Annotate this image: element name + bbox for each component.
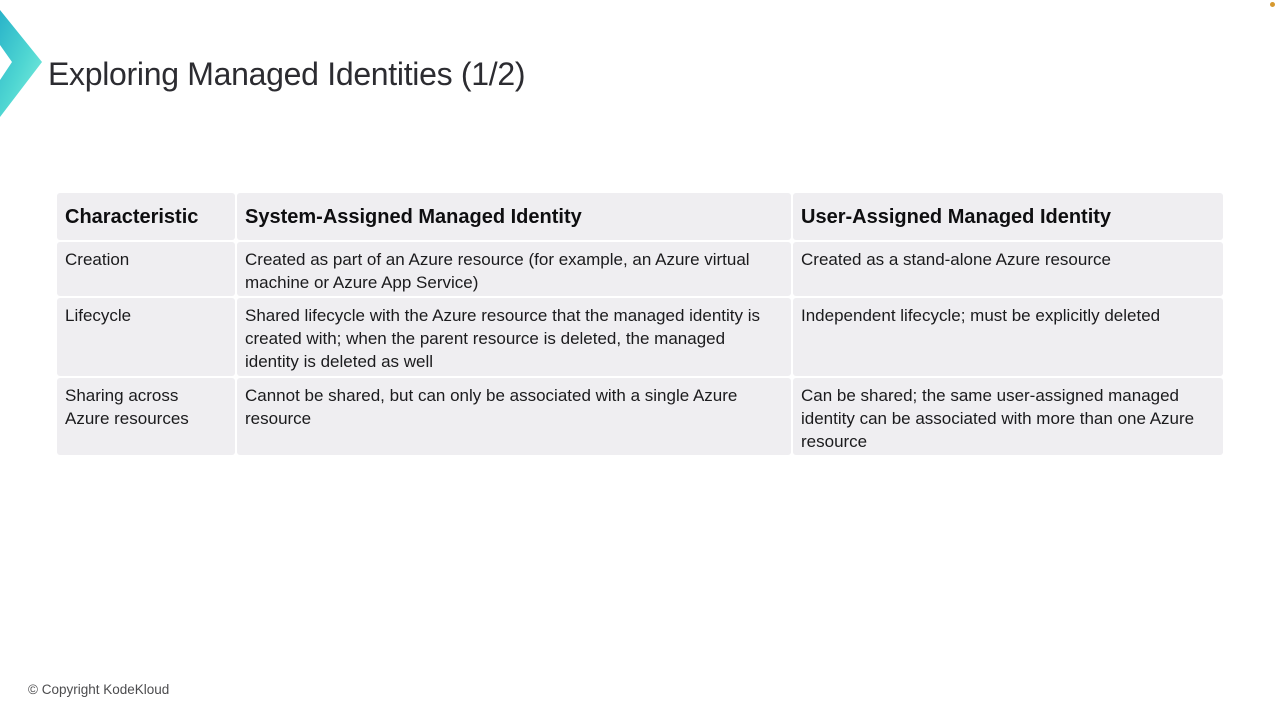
table-header-characteristic: Characteristic (57, 193, 235, 240)
page-title: Exploring Managed Identities (1/2) (48, 56, 526, 92)
table-cell-row1-user-assigned: Created as a stand-alone Azure resource (793, 242, 1223, 296)
kodekloud-logo-icon (0, 10, 42, 118)
table-cell-row3-system-assigned: Cannot be shared, but can only be associated with a single Azure resource (237, 378, 791, 455)
table-cell-row3-user-assigned: Can be shared; the same user-assigned managed identity can be associated with more than one Azure resource (793, 378, 1223, 455)
table-cell-row2-system-assigned: Shared lifecycle with the Azure resource that the managed identity is created with; when the parent resource is deleted, the managed identity is deleted as well (237, 298, 791, 376)
copyright-text: © Copyright KodeKloud (28, 682, 170, 697)
table-cell-row2-characteristic: Lifecycle (57, 298, 235, 376)
table-cell-row3-characteristic: Sharing across Azure resources (57, 378, 235, 455)
table-cell-row1-system-assigned: Created as part of an Azure resource (for example, an Azure virtual machine or Azure App Service) (237, 242, 791, 296)
orange-status-dot-icon (1270, 2, 1275, 7)
table-cell-row1-characteristic: Creation (57, 242, 235, 296)
table-cell-row2-user-assigned: Independent lifecycle; must be explicitly deleted (793, 298, 1223, 376)
managed-identity-comparison-table (57, 193, 1223, 455)
table-header-user-assigned: User-Assigned Managed Identity (793, 193, 1223, 240)
table-header-system-assigned: System-Assigned Managed Identity (237, 193, 791, 240)
